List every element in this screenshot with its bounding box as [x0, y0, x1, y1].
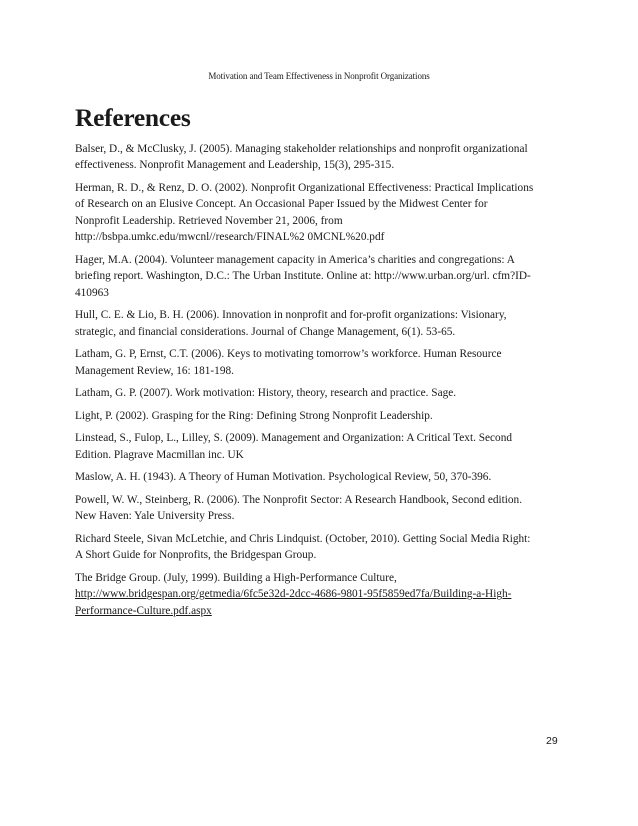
reference-link[interactable]: Performance-Culture.pdf.aspx [75, 604, 212, 617]
reference-text-line: Balser, D., & McClusky, J. (2005). Managing stakeholder relationships and nonprofit organizational [75, 143, 528, 155]
reference-text-line: briefing report. Washington, D.C.: The Urban Institute. Online at: http://www.urban.org/url. cfm?ID- [75, 270, 531, 283]
reference-text-line: Richard Steele, Sivan McLetchie, and Chris Lindquist. (October, 2010). Getting Social Media Right: [75, 533, 531, 545]
reference-text-line: 410963 [75, 286, 109, 299]
reference-text-line: effectiveness. Nonprofit Management and Leadership, 15(3), 295-315. [75, 159, 395, 172]
reference-entry [75, 570, 565, 619]
reference-text-line: of Research on an Elusive Concept. An Occasional Paper Issued by the Midwest Center for [75, 198, 488, 211]
reference-entry [75, 346, 565, 379]
reference-text-line: Herman, R. D., & Renz, D. O. (2002). Nonprofit Organizational Effectiveness: Practical Implications [75, 182, 534, 194]
reference-list [75, 141, 565, 625]
reference-link[interactable]: http://www.bridgespan.org/getmedia/6fc5e32d-2dcc-4686-9801-95f5859ed7fa/Building-a-High- [75, 588, 512, 601]
reference-entry [75, 307, 565, 340]
reference-entry [75, 408, 565, 424]
reference-text-line: Linstead, S., Fulop, L., Lilley, S. (2009). Management and Organization: A Critical Text. Second [75, 432, 512, 445]
page-title: References [75, 103, 191, 132]
reference-text-line: Latham, G. P, Ernst, C.T. (2006). Keys to motivating tomorrow’s workforce. Human Resource [75, 348, 502, 361]
reference-text-line: Light, P. (2002). Grasping for the Ring: Defining Strong Nonprofit Leadership. [75, 409, 433, 422]
reference-entry [75, 531, 565, 564]
reference-text-line: Powell, W. W., Steinberg, R. (2006). The Nonprofit Sector: A Research Handbook, Second edition. [75, 494, 523, 506]
reference-entry [75, 469, 565, 485]
reference-text-line: strategic, and financial considerations. Journal of Change Management, 6(1). 53-65. [75, 325, 456, 338]
reference-entry [75, 430, 565, 463]
reference-text-line: Edition. Plagrave Macmillan inc. UK [75, 448, 244, 461]
reference-text-line: Latham, G. P. (2007). Work motivation: History, theory, research and practice. Sage. [75, 387, 457, 400]
page-number: 29 [546, 735, 558, 747]
reference-text-line: Management Review, 16: 181-198. [75, 364, 234, 377]
reference-text-line: Nonprofit Leadership. Retrieved November 21, 2006, from [75, 214, 343, 227]
reference-text-line: A Short Guide for Nonprofits, the Bridgespan Group. [75, 549, 317, 562]
reference-entry [75, 252, 565, 301]
reference-text-line: Hager, M.A. (2004). Volunteer management capacity in America’s charities and congregations: A [75, 253, 515, 266]
reference-text-line: Maslow, A. H. (1943). A Theory of Human Motivation. Psychological Review, 50, 370-396. [75, 471, 492, 484]
reference-entry [75, 180, 565, 246]
reference-text-line: The Bridge Group. (July, 1999). Building a High-Performance Culture, [75, 572, 397, 584]
running-header: Motivation and Team Effectiveness in Nonprofit Organizations [208, 71, 430, 81]
reference-entry [75, 385, 565, 401]
reference-text-line: http://bsbpa.umkc.edu/mwcnl//research/FINAL%2 0MCNL%20.pdf [75, 231, 385, 244]
reference-text-line: Hull, C. E. & Lio, B. H. (2006). Innovation in nonprofit and for-profit organizations: Visionary, [75, 309, 507, 322]
reference-entry [75, 141, 565, 174]
reference-entry [75, 492, 565, 525]
reference-text-line: New Haven: Yale University Press. [75, 510, 235, 523]
